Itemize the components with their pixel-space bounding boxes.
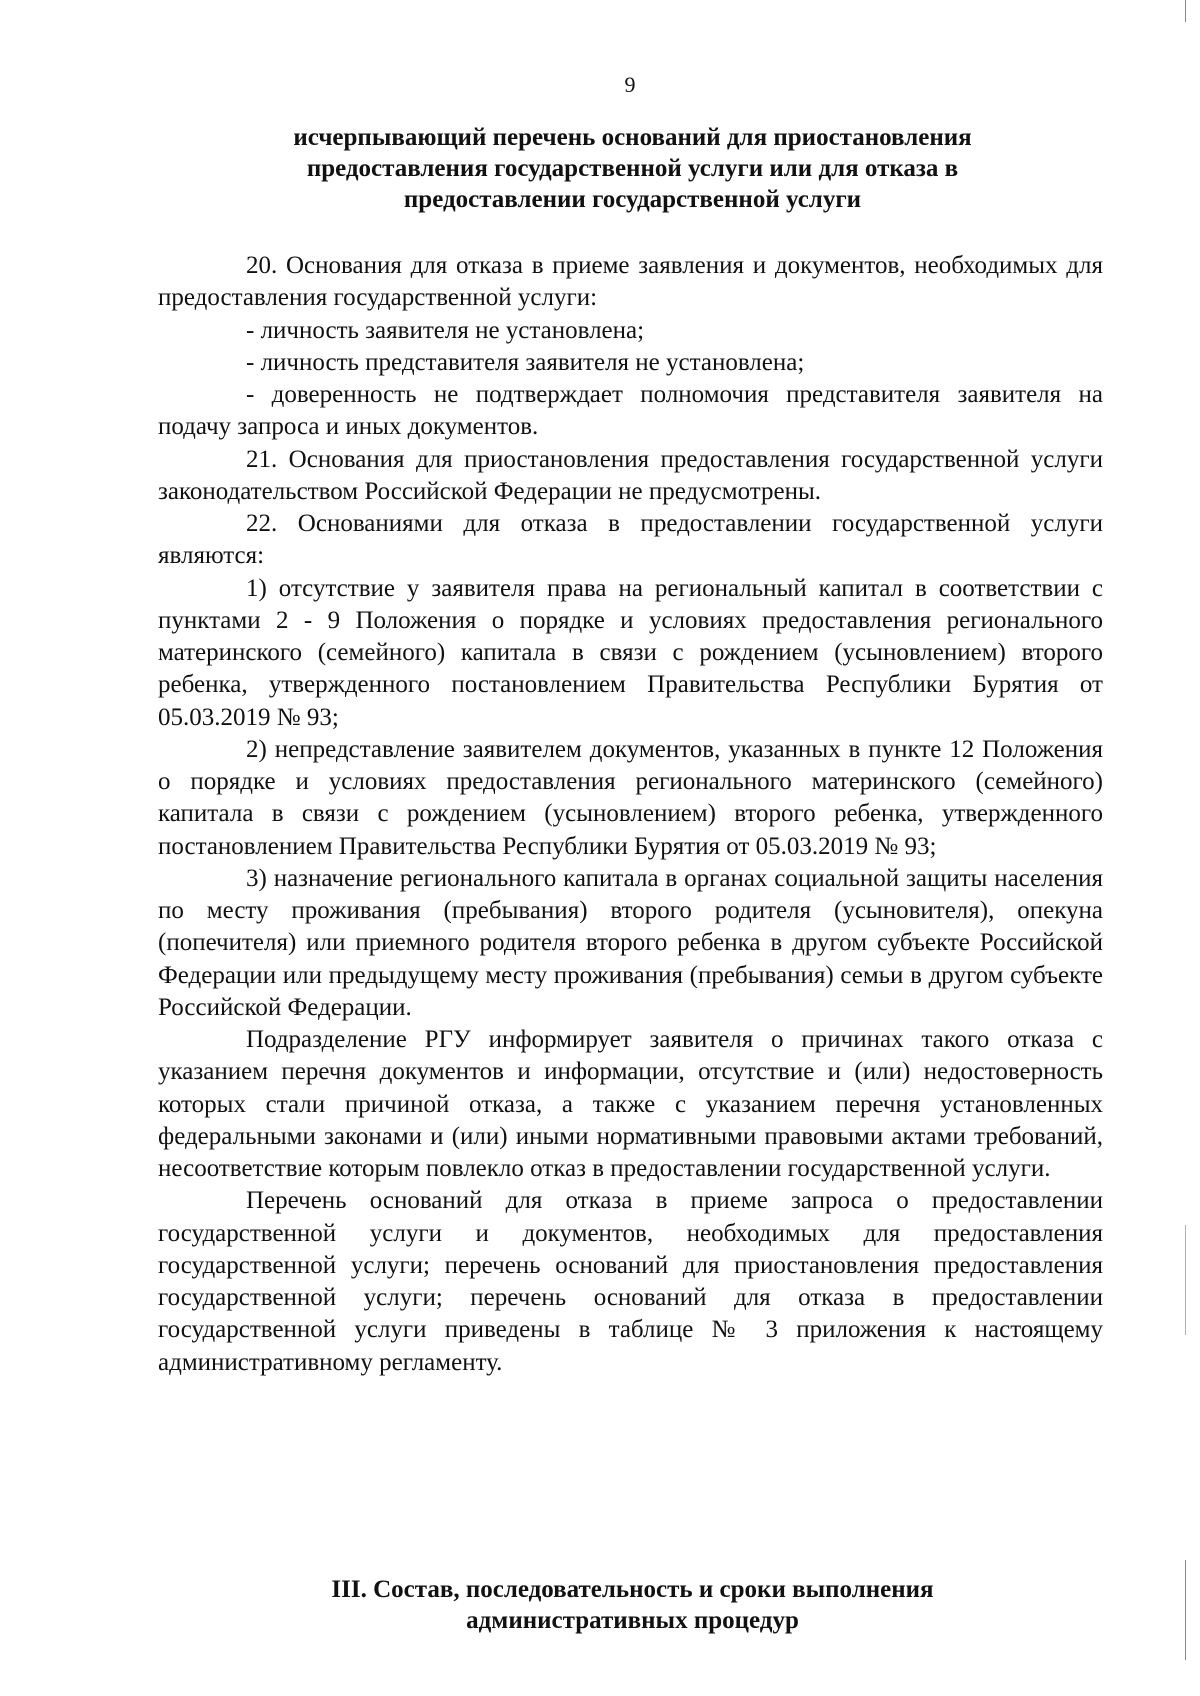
scan-edge-mark: [1185, 1560, 1186, 1660]
section-heading-administrative-procedures: [160, 1574, 1105, 1636]
paragraph-21: 21. Основания для приостановления предоставления государственной услуги законодательством Российской Федерации не предусмотрены.: [158, 445, 1103, 505]
list-item-representative-identity: - личность представителя заявителя не установлена;: [246, 348, 805, 376]
heading-line: III. Состав, последовательность и сроки выполнения: [331, 1576, 934, 1603]
scan-edge-mark: [1185, 1225, 1186, 1335]
paragraph-22: 22. Основаниями для отказа в предоставлении государственной услуги являются:: [158, 510, 1103, 570]
heading-line: предоставлении государственной услуги: [403, 186, 862, 213]
paragraph-rgu-informs: Подразделение РГУ информирует заявителя о причинах такого отказа с указанием перечня документов и информации, отсутствие и (или) недостоверность которых стали причиной отказа, а также с указанием перечня установленных федеральными законами и (или) иными нормативными правовыми актами требований, несоответствие которым повлекло отказ в предоставлении государственной услуги.: [158, 1026, 1103, 1182]
paragraph-20: 20. Основания для отказа в приеме заявления и документов, необходимых для предоставления государственной услуги:: [158, 252, 1103, 312]
list-item-3: 3) назначение регионального капитала в органах социальной защиты населения по месту проживания (пребывания) второго родителя (усыновителя), опекуна (попечителя) или приемного родителя второго ребенка в другом субъекте Российской Федерации или предыдущему месту проживания (пребывания) семьи в другом субъекте Российской Федерации.: [158, 864, 1103, 1021]
scan-edge-mark: [1185, 0, 1186, 22]
section-heading-grounds-for-refusal: [160, 122, 1105, 215]
paragraph-list-of-grounds: Перечень оснований для отказа в приеме запроса о предоставлении государственной услуги и документов, необходимых для предоставления государственной услуги; перечень оснований для приостановления предоставления государственной услуги; перечень оснований для отказа в предоставлении государственной услуги приведены в таблице № 3 приложения к настоящему административному регламенту.: [158, 1187, 1103, 1376]
page-number: 9: [624, 72, 636, 97]
heading-line: исчерпывающий перечень оснований для приостановления: [293, 124, 972, 151]
list-item-2: 2) непредставление заявителем документов, указанных в пункте 12 Положения о порядке и условиях предоставления регионального материнского (семейного) капитала в связи с рождением (усыновлением) второго ребенка, утвержденного постановлением Правительства Республики Бурятия от 05.03.2019 № 93;: [158, 735, 1103, 860]
list-item-1: 1) отсутствие у заявителя права на региональный капитал в соответствии с пунктами 2 - 9 Положения о порядке и условиях предоставления регионального материнского (семейного) капитала в связи с рождением (усыновлением) второго ребенка, утвержденного постановлением Правительства Республики Бурятия от 05.03.2019 № 93;: [158, 574, 1103, 731]
heading-line: административных процедур: [466, 1607, 799, 1634]
heading-line: предоставления государственной услуги или для отказа в: [306, 155, 959, 182]
list-item-applicant-identity: - личность заявителя не установлена;: [246, 316, 645, 344]
list-item-power-of-attorney: - доверенность не подтверждает полномочия представителя заявителя на подачу запроса и иных документов.: [158, 381, 1103, 441]
document-body: [158, 250, 1103, 1379]
